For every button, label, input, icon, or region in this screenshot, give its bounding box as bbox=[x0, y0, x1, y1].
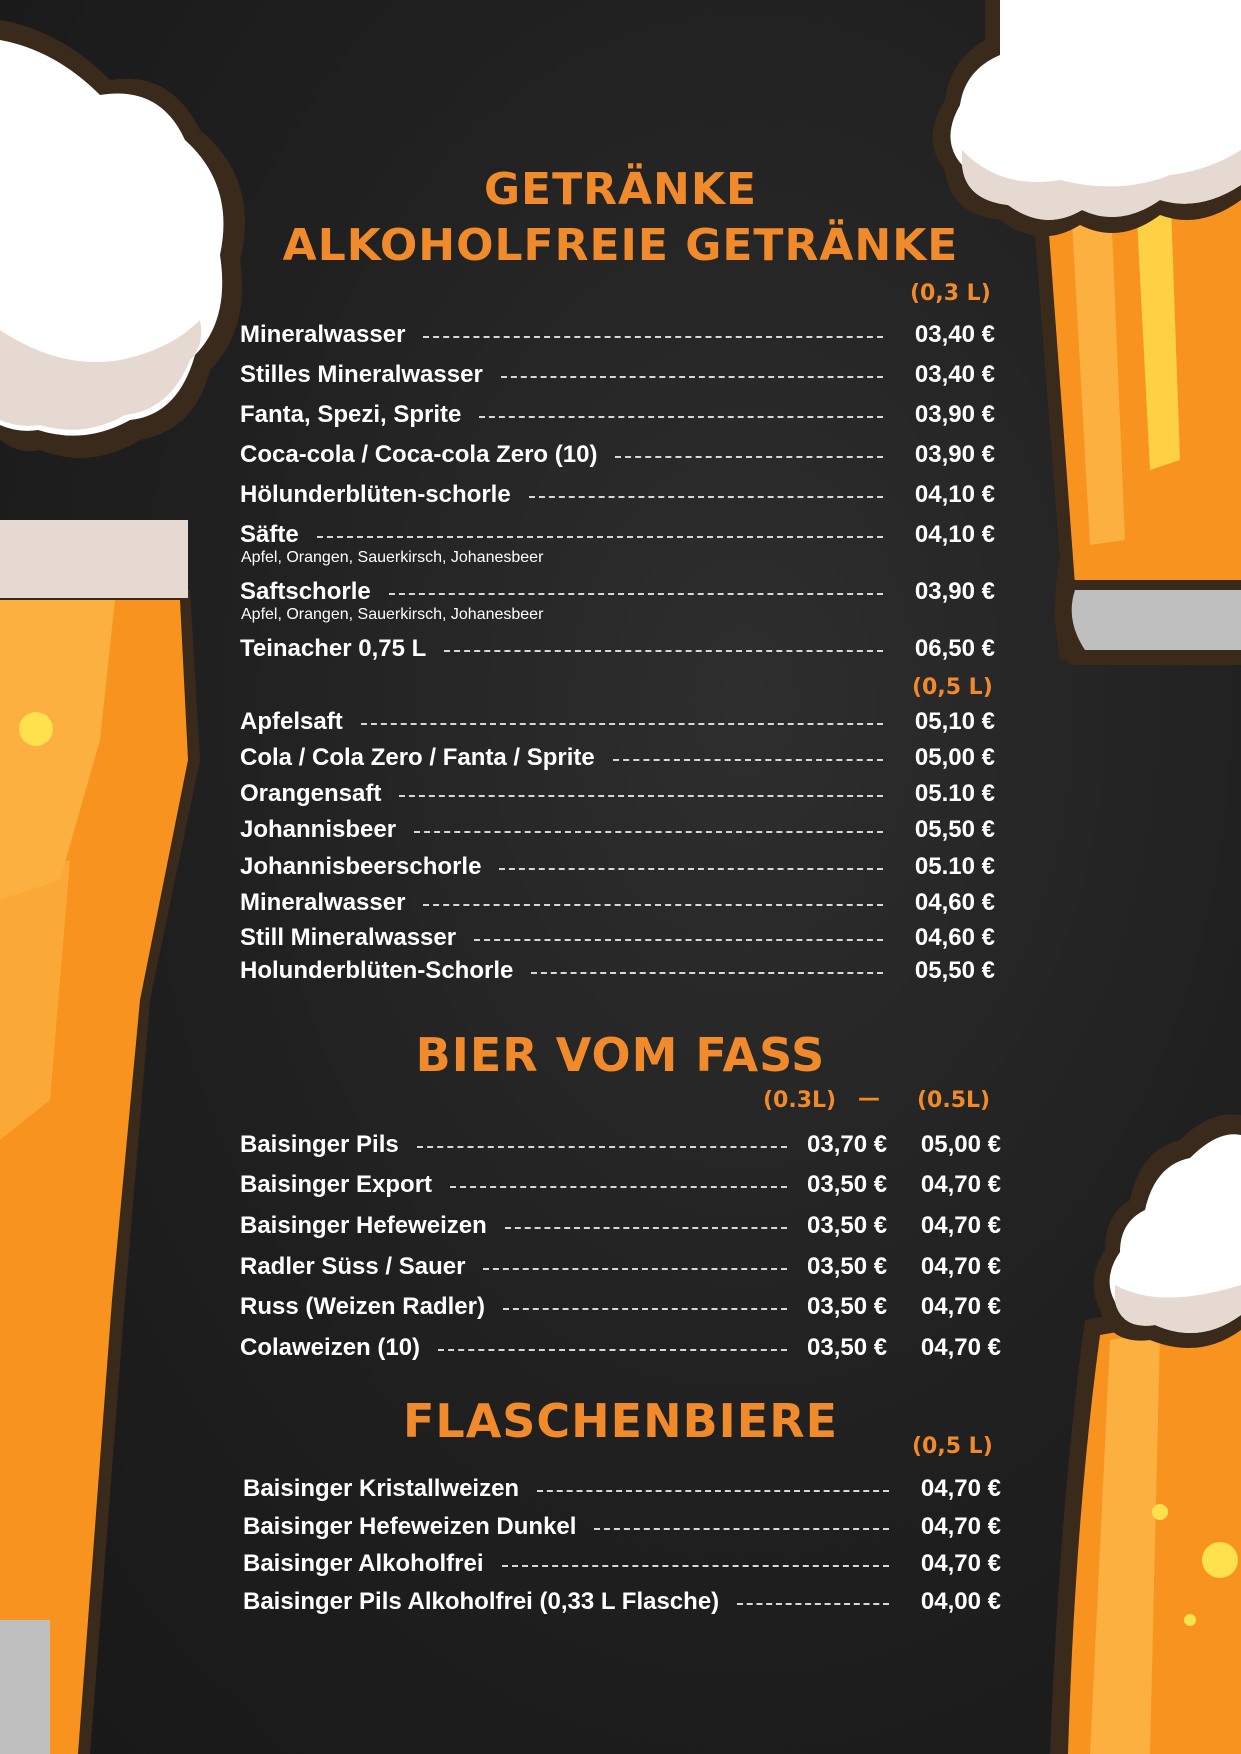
leader-dots bbox=[531, 972, 883, 974]
leader-dots bbox=[737, 1603, 889, 1605]
item-name: Saftschorle bbox=[240, 578, 371, 605]
item-price-small: 03,50 € bbox=[807, 1334, 888, 1361]
list-item bbox=[243, 1472, 1001, 1506]
item-name: Hölunderblüten-schorle bbox=[240, 481, 511, 508]
left-beer-glass-icon bbox=[0, 20, 245, 1754]
leader-dots bbox=[450, 1186, 787, 1188]
item-description: Apfel, Orangen, Sauerkirsch, Johanesbeer bbox=[241, 549, 544, 566]
item-name: Holunderblüten-Schorle bbox=[240, 957, 514, 984]
item-name: Mineralwasser bbox=[240, 321, 406, 348]
list-item bbox=[240, 1209, 1001, 1243]
item-name: Cola / Cola Zero / Fanta / Sprite bbox=[240, 744, 595, 771]
item-price: 04,70 € bbox=[920, 1513, 1001, 1540]
list-item bbox=[240, 478, 995, 512]
list-item bbox=[240, 1290, 1001, 1324]
item-price-small: 03,50 € bbox=[807, 1293, 888, 1320]
item-name: Baisinger Kristallweizen bbox=[243, 1475, 520, 1502]
leader-dots bbox=[438, 1349, 787, 1351]
item-price-large: 04,70 € bbox=[920, 1334, 1001, 1361]
list-item bbox=[240, 575, 995, 609]
list-item bbox=[240, 813, 995, 847]
item-price-small: 03,50 € bbox=[807, 1212, 888, 1239]
list-item bbox=[240, 632, 995, 666]
leader-dots bbox=[423, 336, 883, 338]
list-item bbox=[240, 741, 995, 775]
item-name: Johannisbeerschorle bbox=[240, 853, 482, 880]
leader-dots bbox=[483, 1268, 787, 1270]
leader-dots bbox=[501, 376, 883, 378]
item-price: 04,10 € bbox=[914, 481, 995, 508]
item-name: Baisinger Pils Alkoholfrei (0,33 L Flasche) bbox=[243, 1588, 720, 1615]
item-name: Baisinger Alkoholfrei bbox=[243, 1550, 484, 1577]
unit-label-0-5l: (0,5 L) bbox=[912, 1434, 993, 1459]
item-name: Colaweizen (10) bbox=[240, 1334, 421, 1361]
list-item bbox=[240, 705, 995, 739]
leader-dots bbox=[529, 496, 883, 498]
item-name: Säfte bbox=[240, 521, 299, 548]
menu-title: GETRÄNKE bbox=[483, 164, 758, 215]
list-item bbox=[240, 1168, 1001, 1202]
list-item bbox=[240, 318, 995, 352]
leader-dots bbox=[503, 1308, 787, 1310]
leader-dots bbox=[414, 831, 883, 833]
leader-dots bbox=[505, 1227, 787, 1229]
leader-dots bbox=[502, 1565, 890, 1567]
leader-dots bbox=[444, 650, 883, 652]
item-price-large: 04,70 € bbox=[920, 1293, 1001, 1320]
unit-label-0-3l: (0,3 L) bbox=[910, 281, 991, 306]
leader-dots bbox=[361, 723, 883, 725]
item-name: Baisinger Hefeweizen bbox=[240, 1212, 487, 1239]
list-item bbox=[243, 1585, 1001, 1619]
item-price: 04,60 € bbox=[914, 924, 995, 951]
item-name: Stilles Mineralwasser bbox=[240, 361, 483, 388]
item-description: Apfel, Orangen, Sauerkirsch, Johanesbeer bbox=[241, 606, 544, 623]
section-title-alkoholfrei: ALKOHOLFREIE GETRÄNKE bbox=[282, 220, 959, 271]
item-name: Apfelsaft bbox=[240, 708, 343, 735]
item-name: Baisinger Pils bbox=[240, 1131, 399, 1158]
item-price: 04,10 € bbox=[914, 521, 995, 548]
item-price-large: 04,70 € bbox=[920, 1212, 1001, 1239]
item-price: 04,00 € bbox=[920, 1588, 1001, 1615]
item-name: Radler Süss / Sauer bbox=[240, 1253, 466, 1280]
leader-dots bbox=[613, 759, 883, 761]
item-name: Orangensaft bbox=[240, 780, 382, 807]
leader-dots bbox=[479, 416, 883, 418]
leader-dots bbox=[537, 1490, 889, 1492]
item-price: 05.10 € bbox=[914, 853, 995, 880]
list-item bbox=[240, 886, 995, 920]
item-name: Johannisbeer bbox=[240, 816, 397, 843]
list-item bbox=[240, 438, 995, 472]
unit-separator: — bbox=[858, 1086, 880, 1111]
leader-dots bbox=[615, 456, 883, 458]
item-price: 03,90 € bbox=[914, 441, 995, 468]
item-price: 05,50 € bbox=[914, 816, 995, 843]
unit-label-0-3l: (0.3L) bbox=[763, 1088, 837, 1113]
unit-label-0-5l: (0.5L) bbox=[917, 1088, 991, 1113]
item-price: 05,00 € bbox=[914, 744, 995, 771]
list-item bbox=[240, 398, 995, 432]
item-price: 06,50 € bbox=[914, 635, 995, 662]
leader-dots bbox=[399, 795, 883, 797]
list-item bbox=[243, 1510, 1001, 1544]
item-price: 05,50 € bbox=[914, 957, 995, 984]
item-name: Still Mineralwasser bbox=[240, 924, 457, 951]
leader-dots bbox=[389, 593, 883, 595]
item-price-small: 03,70 € bbox=[807, 1131, 888, 1158]
item-price: 03,40 € bbox=[914, 321, 995, 348]
item-price: 04,70 € bbox=[920, 1550, 1001, 1577]
item-price-small: 03,50 € bbox=[807, 1171, 888, 1198]
leader-dots bbox=[317, 536, 883, 538]
item-price-small: 03,50 € bbox=[807, 1253, 888, 1280]
item-name: Teinacher 0,75 L bbox=[240, 635, 427, 662]
item-price: 05,10 € bbox=[914, 708, 995, 735]
item-name: Mineralwasser bbox=[240, 889, 406, 916]
leader-dots bbox=[474, 939, 883, 941]
leader-dots bbox=[423, 904, 883, 906]
section-title-bier-vom-fass: BIER VOM FASS bbox=[415, 1028, 826, 1082]
item-price: 04,60 € bbox=[914, 889, 995, 916]
item-price: 03,90 € bbox=[914, 578, 995, 605]
item-price: 03,90 € bbox=[914, 401, 995, 428]
item-name: Coca-cola / Coca-cola Zero (10) bbox=[240, 441, 598, 468]
list-item bbox=[240, 518, 995, 552]
item-name: Russ (Weizen Radler) bbox=[240, 1293, 485, 1320]
item-price-large: 05,00 € bbox=[920, 1131, 1001, 1158]
list-item bbox=[240, 921, 995, 955]
item-name: Fanta, Spezi, Sprite bbox=[240, 401, 462, 428]
section-title-flaschenbiere: FLASCHENBIERE bbox=[402, 1394, 839, 1448]
item-price-large: 04,70 € bbox=[920, 1253, 1001, 1280]
list-item bbox=[240, 1128, 1001, 1162]
item-name: Baisinger Export bbox=[240, 1171, 433, 1198]
leader-dots bbox=[594, 1528, 889, 1530]
list-item bbox=[240, 1250, 1001, 1284]
leader-dots bbox=[417, 1146, 787, 1148]
unit-label-0-5l: (0,5 L) bbox=[912, 675, 993, 700]
list-item bbox=[240, 954, 995, 988]
list-item bbox=[240, 1331, 1001, 1365]
item-name: Baisinger Hefeweizen Dunkel bbox=[243, 1513, 577, 1540]
item-price: 03,40 € bbox=[914, 361, 995, 388]
item-price: 05.10 € bbox=[914, 780, 995, 807]
item-price-large: 04,70 € bbox=[920, 1171, 1001, 1198]
leader-dots bbox=[499, 868, 883, 870]
list-item bbox=[243, 1547, 1001, 1581]
list-item bbox=[240, 850, 995, 884]
list-item bbox=[240, 358, 995, 392]
list-item bbox=[240, 777, 995, 811]
item-price: 04,70 € bbox=[920, 1475, 1001, 1502]
